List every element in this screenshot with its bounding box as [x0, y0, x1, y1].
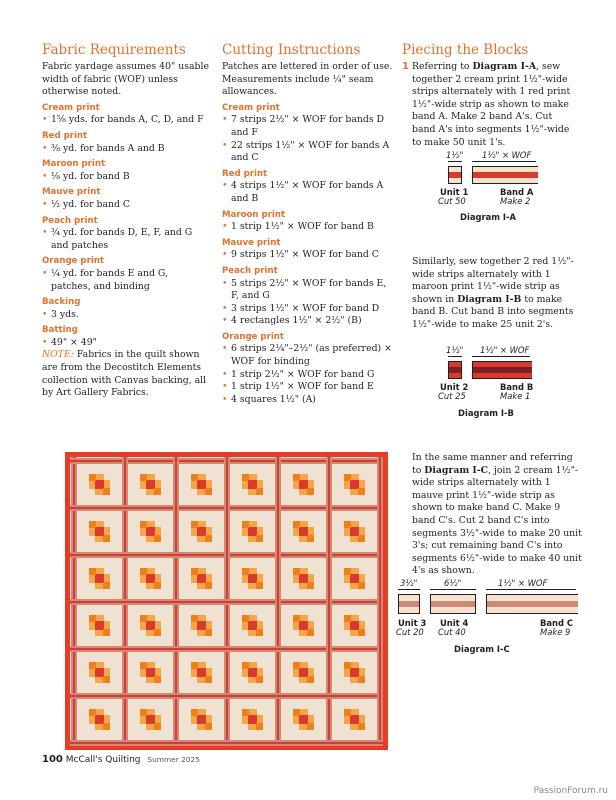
quilt-block-corner: [154, 488, 161, 495]
quilt-block-center: [350, 715, 359, 724]
diagram-a-dim-line-band: [472, 161, 536, 162]
quilt-block-corner: [89, 474, 96, 481]
quilt-block-corner: [293, 568, 300, 575]
cutting-group-heading: Cream print: [222, 102, 280, 113]
band-a-label: Band A: [500, 187, 534, 197]
para2-ref: Diagram I-B: [457, 293, 522, 305]
quilt-block-center: [95, 715, 104, 724]
quilt-block-corner: [89, 521, 96, 528]
quilt-block-center: [95, 668, 104, 677]
quilt-block-corner: [205, 488, 212, 495]
unit4-sub: Cut 40: [438, 627, 466, 637]
diagram-c-title: Diagram I-C: [454, 644, 510, 654]
quilt-block-corner: [154, 629, 161, 636]
cutting-list-item: • 3 strips 1½" × WOF for band D: [222, 303, 394, 316]
note-text: Fabrics in the quilt shown are from the Decostitch Elements collection with Canvas backing, all by Art Gallery Fabrics.: [42, 349, 207, 399]
quilt-block-corner: [103, 723, 110, 730]
fabric-list-item: • ¾ yd. for bands D, E, F, and G and patches: [42, 227, 210, 252]
quilt-block-corner: [256, 488, 263, 495]
unit3-sub: Cut 20: [396, 627, 424, 637]
cutting-instructions-title: Cutting Instructions: [222, 42, 361, 58]
diagram-c-band-dim: 1½" × WOF: [498, 578, 548, 588]
fabric-group-heading: Red print: [42, 130, 88, 141]
unit1-label: Unit 1: [440, 187, 469, 197]
quilt-block-center: [146, 527, 155, 536]
quilt-block-center: [350, 480, 359, 489]
diagram-b-band-dim: 1½" × WOF: [480, 345, 530, 355]
quilt-block-center: [299, 480, 308, 489]
quilt-block-corner: [358, 723, 365, 730]
quilt-sash-horizontal-center: [70, 648, 383, 650]
quilt-block-corner: [205, 535, 212, 542]
unit1-sub: Cut 50: [438, 196, 466, 206]
cutting-groups: [222, 102, 394, 407]
quilt-block-corner: [344, 568, 351, 575]
quilt-block-corner: [256, 535, 263, 542]
step-number: 1: [402, 61, 409, 72]
quilt-block-corner: [140, 521, 147, 528]
quilt-block-corner: [205, 676, 212, 683]
fabric-group-heading: Maroon print: [42, 159, 106, 170]
cutting-group-heading: Peach print: [222, 265, 278, 276]
cutting-list-item: • 4 rectangles 1½" × 2½" (B): [222, 315, 394, 328]
fabric-group-heading: Batting: [42, 325, 78, 336]
quilt-sash-horizontal-center: [70, 695, 383, 697]
diagram-b-unit-dim: 1½": [446, 345, 464, 355]
quilt-block-corner: [103, 535, 110, 542]
fabric-group-heading: Backing: [42, 297, 81, 308]
cutting-list-item: • 4 strips 1½" × WOF for bands A and B: [222, 180, 394, 205]
diagram-a-band-dim: 1½" × WOF: [482, 150, 532, 160]
fabric-groups: [42, 102, 210, 350]
step-1: [402, 61, 578, 149]
quilt-sash-vertical-center: [379, 457, 381, 745]
quilt-block-corner: [89, 662, 96, 669]
watermark: PassionForum.ru: [533, 786, 608, 796]
diagram-c-unit4-dim: 6½": [444, 578, 462, 588]
quilt-block-corner: [358, 535, 365, 542]
quilt-block-center: [350, 574, 359, 583]
piecing-section: [402, 42, 578, 149]
unit4-outline: [430, 594, 476, 614]
quilt-block-corner: [205, 582, 212, 589]
quilt-sash-vertical-center: [328, 457, 330, 745]
cutting-list-item: • 1 strip 2½" × WOF for band G: [222, 369, 394, 382]
diagram-a-unit-dim: 1½": [446, 150, 464, 160]
para3-pre: In the same manner and referring to: [412, 452, 573, 476]
quilt-block-corner: [205, 629, 212, 636]
fabric-note: [42, 349, 210, 399]
quilt-block-center: [299, 668, 308, 677]
fabric-intro: Fabric yardage assumes 40" usable width of fabric (WOF) unless otherwise noted.: [42, 61, 209, 98]
step-1-pre: Referring to: [412, 61, 473, 72]
quilt-block-corner: [242, 615, 249, 622]
diagram-c-dim-line-unit3: [398, 589, 420, 590]
quilt-block-corner: [358, 676, 365, 683]
quilt-block-corner: [191, 521, 198, 528]
quilt-photo: [65, 452, 388, 750]
unit2-sub: Cut 25: [438, 391, 466, 401]
fabric-list-item: • ⅛ yd. for band B: [42, 171, 210, 184]
fabric-list-item: • 1⅝ yds. for bands A, C, D, and F: [42, 114, 210, 127]
band-c-outline: [486, 594, 578, 614]
quilt-block-corner: [293, 709, 300, 716]
cutting-list-item: • 5 strips 2½" × WOF for bands E, F, and G: [222, 278, 394, 303]
band-b-sub: Make 1: [500, 391, 531, 401]
cutting-group-heading: Maroon print: [222, 209, 286, 220]
quilt-block-center: [248, 668, 257, 677]
quilt-block-center: [197, 480, 206, 489]
fabric-list-item: • 3 yds.: [42, 309, 210, 322]
quilt-block-corner: [293, 615, 300, 622]
fabric-group-heading: Peach print: [42, 215, 98, 226]
quilt-block-corner: [293, 521, 300, 528]
quilt-block-corner: [103, 582, 110, 589]
quilt-block-corner: [154, 535, 161, 542]
band-b-label: Band B: [500, 382, 534, 392]
fabric-list-item: • ½ yd. for band C: [42, 199, 210, 212]
quilt-block-corner: [242, 568, 249, 575]
cutting-intro: Patches are lettered in order of use. Measurements include ¼" seam allowances.: [222, 61, 393, 98]
quilt-block-corner: [191, 568, 198, 575]
quilt-block-center: [299, 715, 308, 724]
fabric-group-heading: Mauve print: [42, 187, 101, 198]
para3-post: , join 2 cream 1½"-wide strips alternately with 1 mauve print 1½"-wide strip as shown to make band C. Make 9 band C's. Cut 2 band C's into segments 3½"-wide to make 20 unit 3's; cut remaining band C's into segments 6½"-wide to make 40 unit 4's as shown.: [412, 464, 582, 577]
quilt-block-corner: [140, 662, 147, 669]
quilt-block-corner: [89, 568, 96, 575]
unit2-label: Unit 2: [440, 382, 469, 392]
quilt-block-corner: [154, 582, 161, 589]
quilt-block-center: [350, 668, 359, 677]
quilt-block-corner: [256, 582, 263, 589]
quilt-block-corner: [293, 662, 300, 669]
unit3-outline: [398, 594, 420, 614]
quilt-block-center: [197, 621, 206, 630]
diagram-c-dim-line-unit4: [430, 589, 476, 590]
fabric-list-item: • ¼ yd. for bands E and G, patches, and binding: [42, 268, 210, 293]
quilt-block-corner: [256, 676, 263, 683]
cutting-list-item: • 22 strips 1½" × WOF for bands A and C: [222, 140, 394, 165]
band-c-label: Band C: [540, 618, 574, 628]
diagram-c-unit3-dim: 3½": [400, 578, 418, 588]
cutting-instructions-section: [222, 42, 394, 406]
para2-post: to make band B. Cut band B into segments 1½"-wide to make 25 unit 2's.: [412, 293, 574, 330]
quilt-block-corner: [205, 723, 212, 730]
diagram-b-dim-line-unit: [448, 356, 462, 357]
note-label: NOTE:: [42, 349, 74, 361]
quilt-block-center: [197, 668, 206, 677]
quilt-sash-vertical-center: [277, 457, 279, 745]
quilt-block-corner: [140, 474, 147, 481]
quilt-block-corner: [307, 488, 314, 495]
quilt-block-corner: [344, 521, 351, 528]
unit2-outline: [448, 361, 462, 379]
fabric-group-list: [42, 227, 210, 252]
quilt-block-corner: [307, 723, 314, 730]
cutting-group-heading: Orange print: [222, 331, 284, 342]
para2-pre: Similarly, sew together 2 red 1½"-wide strips alternately with 1 maroon print 1½"-wide strip as shown in: [412, 256, 574, 305]
quilt-block-corner: [89, 615, 96, 622]
page-number: 100: [42, 754, 63, 765]
fabric-group-list: [42, 143, 210, 156]
quilt-block-corner: [307, 582, 314, 589]
fabric-requirements-title: Fabric Requirements: [42, 42, 186, 58]
quilt-block-corner: [358, 629, 365, 636]
band-b-outline: [472, 361, 532, 379]
quilt-block-corner: [344, 662, 351, 669]
cutting-group-heading: Mauve print: [222, 237, 281, 248]
cutting-list-item: • 4 squares 1½" (A): [222, 394, 394, 407]
quilt-block-corner: [140, 709, 147, 716]
band-c-sub: Make 9: [540, 627, 571, 637]
page-footer: [42, 754, 200, 765]
quilt-block-center: [146, 621, 155, 630]
quilt-block-corner: [344, 709, 351, 716]
quilt-block-corner: [242, 662, 249, 669]
quilt-block-center: [146, 574, 155, 583]
fabric-group-heading: Cream print: [42, 102, 100, 113]
quilt-block-corner: [140, 568, 147, 575]
cutting-list-item: • 1 strip 1½" × WOF for band E: [222, 381, 394, 394]
quilt-block-center: [95, 621, 104, 630]
quilt-block-center: [248, 527, 257, 536]
cutting-group-list: [222, 249, 394, 262]
quilt-block-corner: [242, 521, 249, 528]
fabric-group-list: [42, 171, 210, 184]
quilt-block-center: [299, 574, 308, 583]
quilt-block-center: [197, 715, 206, 724]
quilt-block-center: [248, 715, 257, 724]
step-1-ref: Diagram I-A: [472, 61, 537, 72]
quilt-block-corner: [242, 474, 249, 481]
quilt-block-corner: [242, 709, 249, 716]
quilt-block-center: [146, 480, 155, 489]
fabric-group-list: [42, 309, 210, 322]
cutting-group-list: [222, 114, 394, 164]
quilt-block-corner: [358, 488, 365, 495]
cutting-group-list: [222, 221, 394, 234]
quilt-block-corner: [103, 629, 110, 636]
cutting-group-list: [222, 278, 394, 328]
quilt-block-corner: [307, 676, 314, 683]
unit1-outline: [448, 166, 462, 184]
quilt-block-center: [299, 621, 308, 630]
diagram-c-dim-line-band: [486, 589, 576, 590]
quilt-block-center: [350, 621, 359, 630]
diagram-a-dim-line-unit: [448, 161, 462, 162]
quilt-block-center: [146, 715, 155, 724]
quilt-sash-horizontal-center: [70, 742, 383, 744]
cutting-list-item: • 1 strip 1½" × WOF for band B: [222, 221, 394, 234]
cutting-group-list: [222, 180, 394, 205]
fabric-list-item: • 49" × 49": [42, 337, 210, 350]
cutting-group-list: [222, 343, 394, 406]
quilt-block-corner: [293, 474, 300, 481]
magazine-name: McCall's Quilting: [65, 755, 141, 765]
quilt-block-center: [248, 480, 257, 489]
diagram-b-dim-line-band: [472, 356, 530, 357]
fabric-requirements-section: [42, 42, 210, 400]
quilt-block-corner: [140, 615, 147, 622]
quilt-block-corner: [103, 676, 110, 683]
quilt-block-center: [197, 527, 206, 536]
quilt-block-corner: [256, 723, 263, 730]
cutting-list-item: • 9 strips 1½" × WOF for band C: [222, 249, 394, 262]
unit3-label: Unit 3: [398, 618, 427, 628]
quilt-block-corner: [358, 582, 365, 589]
quilt-block-center: [95, 480, 104, 489]
issue-season: Summer 2025: [147, 755, 200, 764]
quilt-block-center: [248, 621, 257, 630]
quilt-block-corner: [344, 615, 351, 622]
fabric-group-heading: Orange print: [42, 256, 104, 267]
fabric-group-list: [42, 268, 210, 293]
piecing-para-3: [412, 452, 582, 578]
quilt-block-corner: [191, 662, 198, 669]
fabric-group-list: [42, 114, 210, 127]
diagram-a-title: Diagram I-A: [460, 212, 516, 222]
quilt-block-corner: [307, 535, 314, 542]
quilt-block-center: [350, 527, 359, 536]
quilt-block-corner: [256, 629, 263, 636]
quilt-sash-horizontal-center: [70, 601, 383, 603]
cutting-group-heading: Red print: [222, 168, 268, 179]
quilt-block-center: [197, 574, 206, 583]
quilt-block-center: [146, 668, 155, 677]
quilt-block-corner: [191, 709, 198, 716]
piecing-title: Piecing the Blocks: [402, 42, 529, 58]
quilt-block-center: [95, 527, 104, 536]
step-1-post: , sew together 2 cream print 1½"-wide strips alternately with 1 red print 1½"-wide strip as shown to make band A. Make 2 band A's. Cut band A's into segments 1½"-wide to make 50 unit 1's.: [412, 61, 571, 148]
cutting-list-item: • 6 strips 2¼"–2½" (as preferred) × WOF for binding: [222, 343, 394, 368]
fabric-list-item: • ⅜ yd. for bands A and B: [42, 143, 210, 156]
quilt-block-corner: [307, 629, 314, 636]
quilt-block-center: [248, 574, 257, 583]
quilt-block-corner: [89, 709, 96, 716]
quilt-block-corner: [103, 488, 110, 495]
para3-ref: Diagram I-C: [424, 464, 489, 476]
quilt-block-center: [95, 574, 104, 583]
unit4-label: Unit 4: [440, 618, 469, 628]
diagram-b-title: Diagram I-B: [458, 408, 514, 418]
quilt-block-corner: [344, 474, 351, 481]
quilt-block-corner: [191, 474, 198, 481]
band-a-sub: Make 2: [500, 196, 531, 206]
quilt-block-corner: [154, 676, 161, 683]
fabric-group-list: [42, 199, 210, 212]
band-a-outline: [472, 166, 538, 184]
quilt-block-corner: [154, 723, 161, 730]
quilt-block-center: [299, 527, 308, 536]
quilt-block-corner: [191, 615, 198, 622]
fabric-group-list: [42, 337, 210, 350]
piecing-para-2: [412, 256, 582, 332]
cutting-list-item: • 7 strips 2½" × WOF for bands D and F: [222, 114, 394, 139]
